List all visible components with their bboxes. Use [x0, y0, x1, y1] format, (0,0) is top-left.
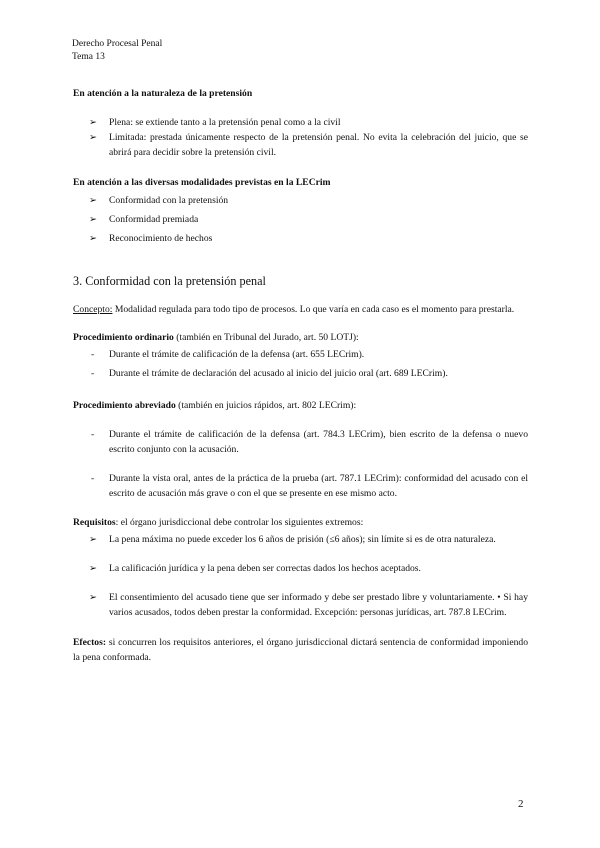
running-header: [72, 38, 162, 64]
dash-bullet: -: [91, 349, 95, 360]
concepto-text: Modalidad regulada para todo tipo de procesos. Lo que varía en cada caso es el momento para prestarla.: [112, 304, 515, 315]
arrow-bullet-icon: ➢: [89, 534, 98, 545]
arrow-bullet-icon: ➢: [89, 117, 98, 128]
document-body: [73, 86, 528, 665]
list-item: ➢ Plena: se extiende tanto a la pretensión penal como a la civil: [89, 117, 341, 128]
efectos-label: Efectos:: [73, 637, 107, 648]
requisitos-list: [73, 532, 528, 620]
concepto-label: Concepto:: [73, 304, 113, 315]
list-item: - Durante el trámite de calificación de la defensa (art. 784.3 LECrim), bien escrito de la defensa o nuevo escrito conjunto con la acusación.: [91, 429, 528, 455]
list-item: ➢ Reconocimiento de hechos: [89, 233, 213, 244]
requisitos-heading: Requisitos: el órgano jurisdiccional debe controlar los siguientes extremos:: [73, 517, 364, 528]
modalidades-list: [73, 193, 528, 246]
list-item: - Durante el trámite de calificación de la defensa (art. 655 LECrim).: [91, 349, 365, 360]
list-item: ➢ Limitada: prestada únicamente respecto de la pretensión penal. No evita la celebración del juicio, que se abrirá para decidir sobre la pretensión civil.: [89, 132, 528, 158]
section-title: 3. Conformidad con la pretensión penal: [73, 274, 266, 288]
header-course: Derecho Procesal Penal: [72, 39, 163, 49]
concepto-paragraph: [73, 302, 528, 317]
list-item: ➢ El consentimiento del acusado tiene que ser informado y debe ser prestado libre y voluntariamente. • Si hay varios acusados, todos deben prestar la conformidad. Excepción: personas jurídicas, art. 787.8 LECrim.: [89, 592, 528, 618]
list-item: ➢ La pena máxima no puede exceder los 6 años de prisión (≤6 años); sin límite si es de otra naturaleza.: [89, 534, 496, 545]
dash-bullet: -: [91, 473, 95, 484]
arrow-bullet-icon: ➢: [89, 592, 98, 603]
dash-bullet: -: [91, 368, 95, 379]
arrow-bullet-icon: ➢: [89, 132, 98, 143]
efectos-text: si concurren los requisitos anteriores, el órgano jurisdiccional dictará sentencia de conformidad imponiendo la pena conformada.: [73, 637, 528, 663]
arrow-bullet-icon: ➢: [89, 233, 98, 244]
heading-naturaleza: En atención a la naturaleza de la pretensión: [73, 88, 253, 99]
heading-modalidades: En atención a las diversas modalidades previstas en la LECrim: [73, 177, 331, 188]
list-item: - Durante la vista oral, antes de la práctica de la prueba (art. 787.1 LECrim): conformidad del acusado con el escrito de acusación más grave o con el que se presente en ese mismo acto.: [91, 473, 528, 499]
list-item: ➢ Conformidad con la pretensión: [89, 195, 229, 206]
ordinario-heading: Procedimiento ordinario (también en Tribunal del Jurado, art. 50 LOTJ):: [73, 332, 359, 343]
naturaleza-list: [73, 115, 528, 160]
abreviado-label: Procedimiento abreviado: [73, 400, 176, 411]
arrow-bullet-icon: ➢: [89, 563, 98, 574]
dash-bullet: -: [91, 429, 95, 440]
header-topic: Tema 13: [72, 52, 105, 62]
efectos-paragraph: [73, 635, 528, 665]
list-item: ➢ Conformidad premiada: [89, 214, 199, 225]
list-item: - Durante el trámite de declaración del acusado al inicio del juicio oral (art. 689 LECrim).: [91, 368, 448, 379]
abreviado-list: [73, 427, 528, 501]
abreviado-heading: Procedimiento abreviado (también en juicios rápidos, art. 802 LECrim):: [73, 400, 357, 411]
ordinario-list: [73, 347, 528, 381]
requisitos-label: Requisitos: [73, 517, 116, 528]
ordinario-label: Procedimiento ordinario: [73, 332, 174, 343]
arrow-bullet-icon: ➢: [89, 214, 98, 225]
arrow-bullet-icon: ➢: [89, 195, 98, 206]
page-number: 2: [518, 798, 524, 810]
list-item: ➢ La calificación jurídica y la pena deben ser correctas dados los hechos aceptados.: [89, 563, 421, 574]
